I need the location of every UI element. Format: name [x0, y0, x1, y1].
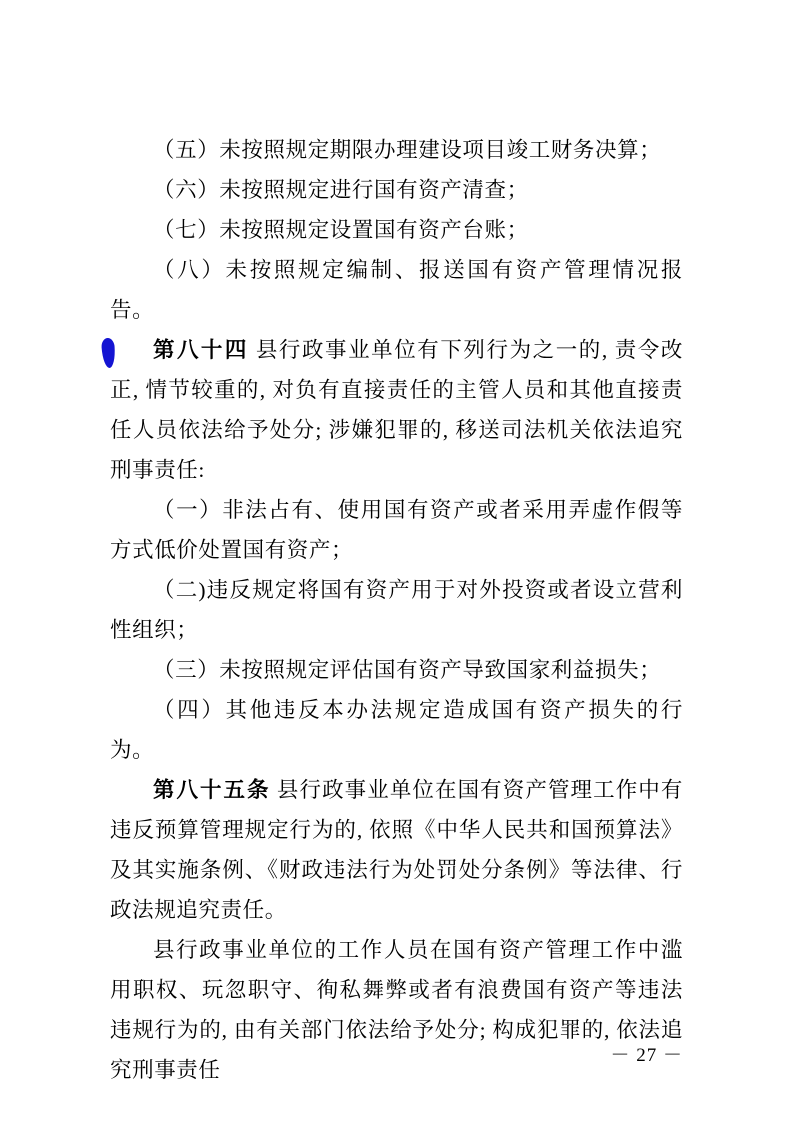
staff-liability-paragraph: 县行政事业单位的工作人员在国有资产管理工作中滥用职权、玩忽职守、徇私舞弊或者有浪费国有资产等违法违规行为的, 由有关部门依法给予处分; 构成犯罪的, 依法追究刑事责任 [110, 938, 683, 1082]
list-item-7: （七）未按照规定设置国有资产台账； [153, 218, 529, 242]
blue-ink-mark-icon [101, 338, 116, 369]
list-item-3: （三）未按照规定评估国有资产导致国家利益损失； [153, 658, 662, 682]
article-84-heading: 第八十四 [153, 338, 249, 362]
list-item-6: （六）未按照规定进行国有资产清查； [153, 178, 529, 202]
list-item-5: （五）未按照规定期限办理建设项目竣工财务决算； [153, 138, 662, 162]
page-number: － 27 － [610, 1045, 683, 1066]
list-item-2: （二)违反规定将国有资产用于对外投资或者设立营利性组织； [110, 578, 683, 642]
article-85-text: 县行政事业单位在国有资产管理工作中有违反预算管理规定行为的, 依照《中华人民共和国预算法》及其实施条例、《财政违法行为处罚处分条例》等法律、行政法规追究责任。 [110, 778, 683, 922]
list-item-4: （四）其他违反本办法规定造成国有资产损失的行为。 [110, 698, 683, 762]
list-item-8: （八）未按照规定编制、报送国有资产管理情况报告。 [110, 258, 683, 322]
article-84-text: 县行政事业单位有下列行为之一的, 责令改正, 情节较重的, 对负有直接责任的主管人员和其他直接责任人员依法给予处分; 涉嫌犯罪的, 移送司法机关依法追究刑事责任: [110, 338, 683, 482]
article-85-paragraph [110, 770, 683, 930]
list-item-1: （一）非法占有、使用国有资产或者采用弄虚作假等方式低价处置国有资产； [110, 498, 683, 562]
document-body [110, 130, 683, 1090]
article-84-paragraph [110, 330, 683, 490]
article-85-heading: 第八十五条 [153, 778, 271, 802]
